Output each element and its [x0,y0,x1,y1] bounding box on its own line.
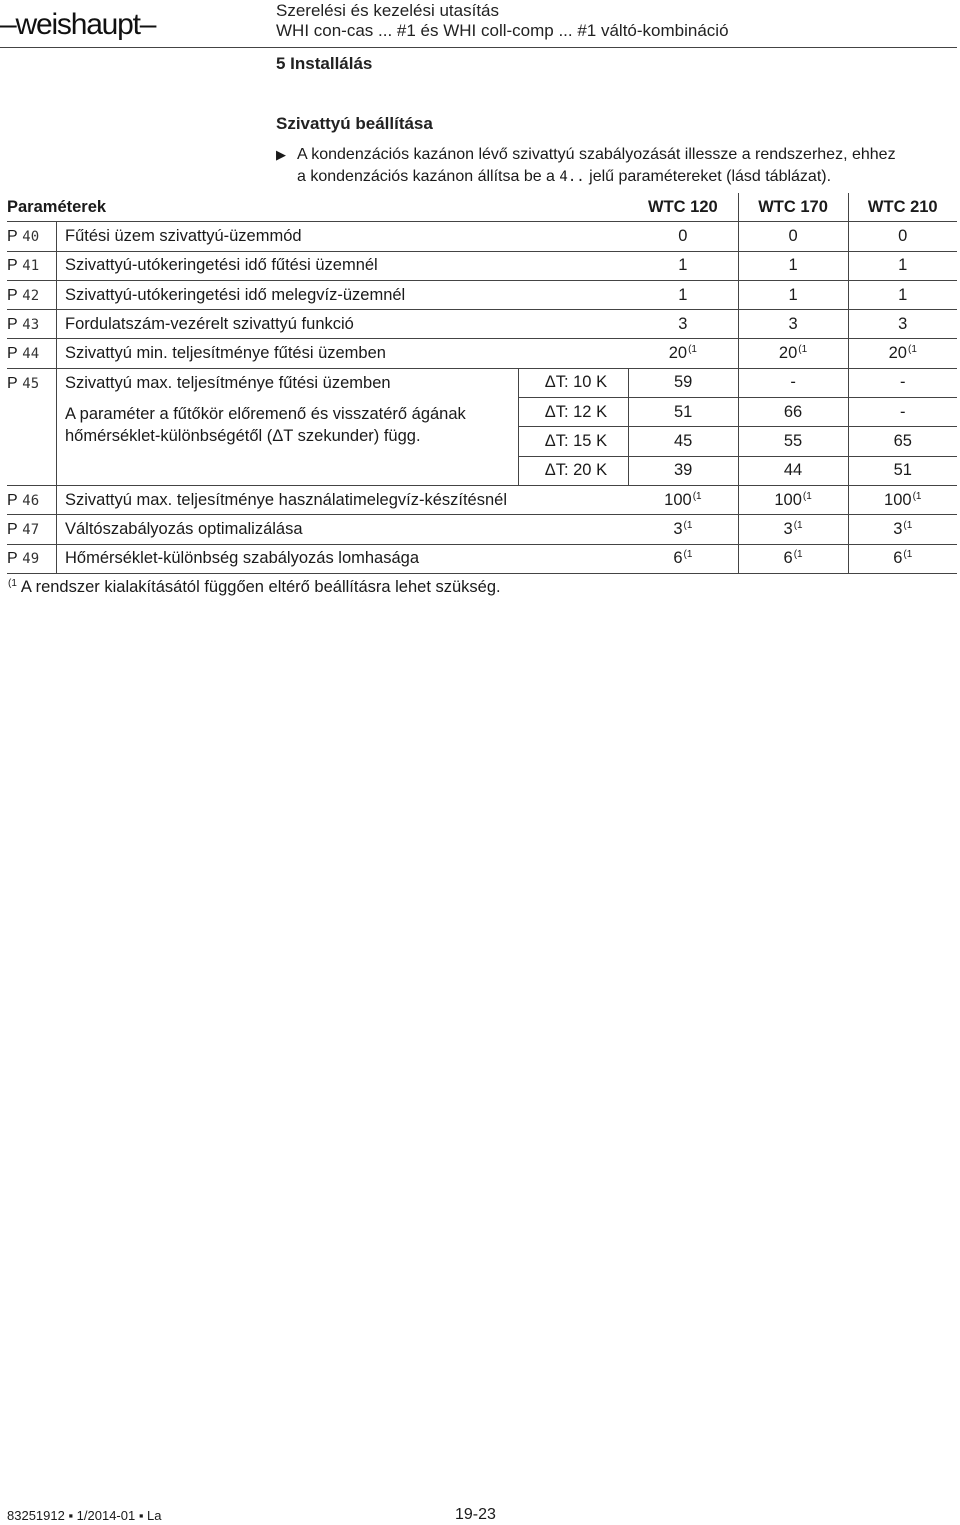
value-cell: 1 [738,251,848,280]
value-cell: 3$^{(1}$ [848,515,957,544]
value-cell: 3$^{(1}$ [628,515,738,544]
instruction-line-1: A kondenzációs kazánon lévő szivattyú szabályozását illessze a rendszerhez, ehhez [297,146,896,163]
footnote-ref: (1 [688,344,697,356]
header-divider [0,47,957,48]
value-cell: - [738,368,848,397]
delta-t-label: ΔT: 10 K [518,368,628,397]
table-row [7,222,957,251]
header-wtc170: WTC 170 [738,193,848,222]
value-cell: 3 [628,310,738,339]
value-cell: 1 [628,251,738,280]
param-id: P 46 [7,485,56,514]
chapter-heading: 5 Installálás [276,54,373,73]
table-row [7,339,957,368]
param-description: Váltószabályozás optimalizálása [56,515,628,544]
table-row [7,310,957,339]
value-cell: 3$^{(1}$ [738,515,848,544]
param-description: Hőmérséklet-különbség szabályozás lomhasága [56,544,628,573]
value-cell: 3 [738,310,848,339]
footnote-ref: (1 [683,519,693,531]
value-cell: 1 [848,280,957,309]
footnote-ref: (1 [692,490,702,502]
footnote-ref: (1 [912,490,922,502]
value-cell: 1 [848,251,957,280]
value-cell: 39 [628,456,738,485]
value-cell: 100$^{(1}$ [628,485,738,514]
header-wtc210: WTC 210 [848,193,957,222]
value-cell: 20$^{(1}$ [848,339,957,368]
param-id: P 45 [7,368,56,397]
value-cell: 1 [628,280,738,309]
table-row [7,515,957,544]
table-row-p45-sub [7,398,957,427]
param-id: P 43 [7,310,56,339]
param-description: Fordulatszám-vezérelt szivattyú funkció [56,310,628,339]
value-cell: 1 [738,280,848,309]
value-cell: - [848,368,957,397]
param-id: P 49 [7,544,56,573]
footnote-ref: (1 [793,549,803,561]
param-id: P 47 [7,515,56,544]
param-description: Szivattyú max. teljesítménye fűtési üzemben [64,373,391,392]
footnote-text: A rendszer kialakításától függően eltérő beállításra lehet szükség. [20,578,501,596]
param-id: P 42 [7,280,56,309]
value-cell: 100$^{(1}$ [848,485,957,514]
delta-t-label: ΔT: 15 K [518,427,628,456]
value-cell: 3 [848,310,957,339]
footer-doc-code: 83251912 ▪ 1/2014-01 ▪ La [7,1508,162,1523]
param-id: P 41 [7,251,56,280]
instruction-text-post: jelű paramétereket (lásd táblázat). [584,168,832,185]
table-row-p45-sub [7,456,957,485]
footnote-ref: (1 [683,549,693,561]
value-cell: 0 [848,222,957,251]
parameters-table [7,193,957,574]
param-description: Szivattyú max. teljesítménye használatimelegvíz-készítésnél [56,485,628,514]
value-cell: 6$^{(1}$ [848,544,957,573]
value-cell: - [848,398,957,427]
param-description: Szivattyú min. teljesítménye fűtési üzemben [56,339,628,368]
header-wtc120: WTC 120 [628,193,738,222]
footnote-ref: (1 [793,519,803,531]
weishaupt-logo: –weishaupt– [0,8,156,41]
footnote-ref: (1 [802,490,812,502]
instruction-arrow-icon: ▶ [276,147,286,162]
value-cell: 6$^{(1}$ [628,544,738,573]
param-description: Fűtési üzem szivattyú-üzemmód [56,222,628,251]
header-parameters: Paraméterek [7,193,628,222]
table-row-p45 [7,368,957,397]
footnote-ref: (1 [798,344,808,356]
footnote [7,578,501,597]
footnote-ref: (1 [903,549,913,561]
value-cell: 55 [738,427,848,456]
section-title: Szivattyú beállítása [276,114,433,133]
table-row [7,485,957,514]
value-cell: 66 [738,398,848,427]
footnote-mark: (1 [8,578,17,589]
document-subtitle: WHI con-cas ... #1 és WHI coll-comp ... #1 váltó-kombináció [276,21,729,40]
document-title: Szerelési és kezelési utasítás [276,1,499,20]
value-cell: 0 [628,222,738,251]
param-id: P 44 [7,339,56,368]
table-row [7,251,957,280]
value-cell: 59 [628,368,738,397]
value-cell: 44 [738,456,848,485]
value-cell: 20$^{(1}$ [738,339,848,368]
instruction-line-2 [297,168,831,186]
value-cell: 45 [628,427,738,456]
value-cell: 65 [848,427,957,456]
footer-page-number: 19-23 [455,1506,496,1523]
footnote-ref: (1 [907,344,917,356]
delta-t-label: ΔT: 20 K [518,456,628,485]
delta-t-label: ΔT: 12 K [518,398,628,427]
value-cell: 100$^{(1}$ [738,485,848,514]
param-id: P 40 [7,222,56,251]
value-cell: 20$^{(1}$ [628,339,738,368]
param-sub-description: A paraméter a fűtőkör előremenő és visszatérő ágának hőmérséklet-különbségétől (ΔT szekunder) függ. [64,404,466,445]
value-cell: 51 [848,456,957,485]
param-description: Szivattyú-utókeringetési idő melegvíz-üzemnél [56,280,628,309]
table-row [7,280,957,309]
table-header-row [7,193,957,222]
value-cell: 51 [628,398,738,427]
param-description: Szivattyú-utókeringetési idő fűtési üzemnél [56,251,628,280]
value-cell: 6$^{(1}$ [738,544,848,573]
footnote-ref: (1 [903,519,913,531]
value-cell: 0 [738,222,848,251]
instruction-code: 4.. [559,169,585,185]
instruction-text-pre: a kondenzációs kazánon állítsa be a [297,168,560,185]
table-row [7,544,957,573]
